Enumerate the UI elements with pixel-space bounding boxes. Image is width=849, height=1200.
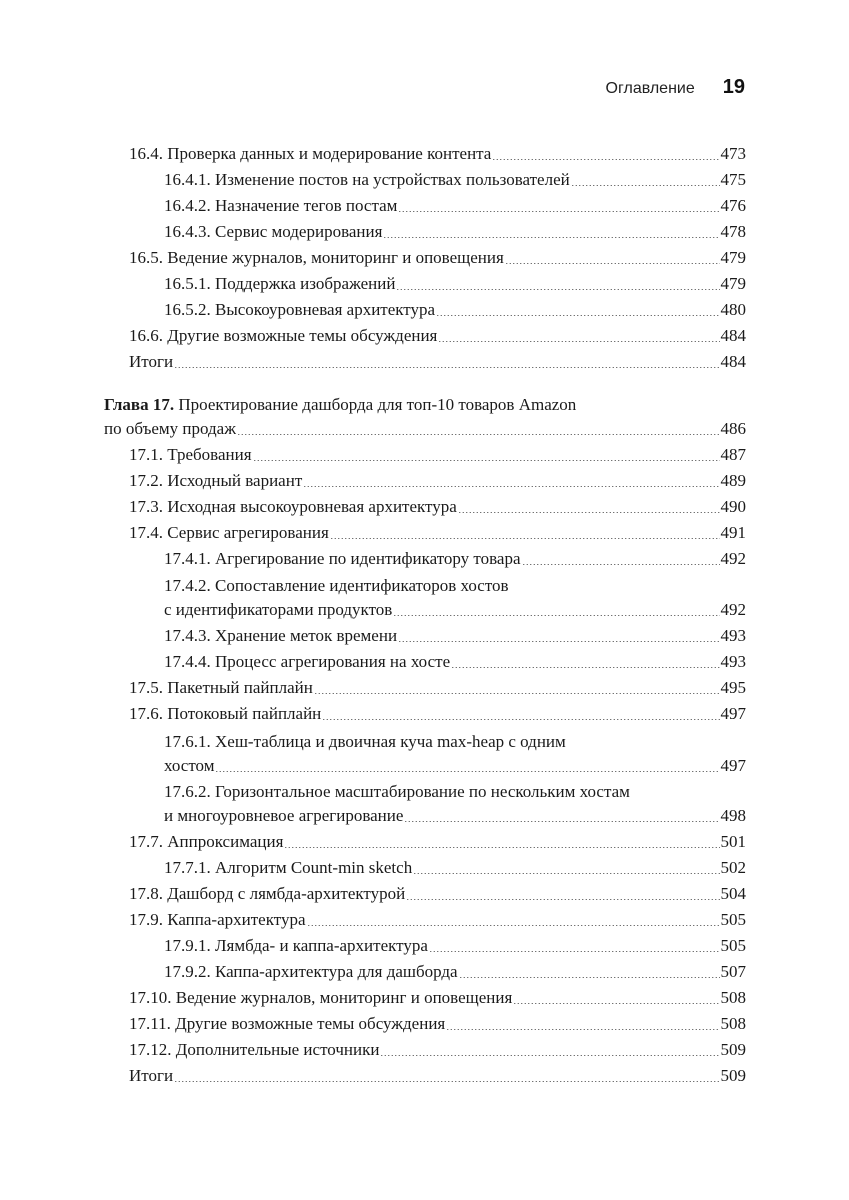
toc-entry[interactable]: 17.10. Ведение журналов, мониторинг и оповещения 508 <box>129 988 746 1007</box>
toc-entry[interactable]: 17.9. Каппа-архитектура 505 <box>129 910 746 929</box>
toc-entry[interactable]: 17.9.1. Лямбда- и каппа-архитектура 505 <box>164 936 746 955</box>
toc-entry[interactable]: 17.5. Пакетный пайплайн 495 <box>129 678 746 697</box>
toc-entry[interactable]: 16.6. Другие возможные темы обсуждения 484 <box>129 326 746 345</box>
toc-entry[interactable]: Итоги 509 <box>129 1066 746 1085</box>
toc-entry[interactable]: 17.1. Требования 487 <box>129 445 746 464</box>
toc-entry[interactable]: 17.6. Потоковый пайплайн 497 <box>129 704 746 723</box>
toc-entry[interactable]: 17.8. Дашборд с лямбда-архитектурой 504 <box>129 884 746 903</box>
toc-entry[interactable]: 17.7. Аппроксимация 501 <box>129 832 746 851</box>
toc-entry[interactable]: 17.2. Исходный вариант 489 <box>129 471 746 490</box>
toc-entry[interactable]: 17.4. Сервис агрегирования 491 <box>129 523 746 542</box>
toc-entry[interactable]: 17.11. Другие возможные темы обсуждения 508 <box>129 1014 746 1033</box>
toc-entry[interactable]: 17.6.2. Горизонтальное масштабирование по нескольким хостам и многоуровневое агрегирование 498 <box>164 782 746 825</box>
toc-entry[interactable]: 16.4.3. Сервис модерирования 478 <box>164 222 746 241</box>
toc-entry[interactable]: 16.5.2. Высокоуровневая архитектура 480 <box>164 300 746 319</box>
toc-entry[interactable]: 17.3. Исходная высокоуровневая архитектура 490 <box>129 497 746 516</box>
toc-entry[interactable]: 17.6.1. Хеш-таблица и двоичная куча max-heap с одним хостом 497 <box>164 732 746 775</box>
toc-entry[interactable]: 17.4.3. Хранение меток времени 493 <box>164 626 746 645</box>
toc-entry[interactable]: 17.4.2. Сопоставление идентификаторов хостов с идентификаторами продуктов 492 <box>164 576 746 619</box>
toc-entry[interactable]: Итоги 484 <box>129 352 746 371</box>
chapter-label: Глава 17. <box>104 395 175 414</box>
running-header <box>606 76 745 99</box>
toc-entry[interactable]: 16.5.1. Поддержка изображений 479 <box>164 274 746 293</box>
toc-entry[interactable]: 16.4.2. Назначение тегов постам 476 <box>164 196 746 215</box>
toc-entry[interactable]: 17.4.1. Агрегирование по идентификатору товара 492 <box>164 549 746 568</box>
toc-entry[interactable]: 17.9.2. Каппа-архитектура для дашборда 507 <box>164 962 746 981</box>
toc-entry[interactable]: 17.7.1. Алгоритм Count-min sketch 502 <box>164 858 746 877</box>
toc-entry[interactable]: 16.4.1. Изменение постов на устройствах пользователей 475 <box>164 170 746 189</box>
toc-entry[interactable]: 17.4.4. Процесс агрегирования на хосте 493 <box>164 652 746 671</box>
toc-chapter-entry[interactable]: Глава 17. Проектирование дашборда для топ-10 товаров Amazon по объему продаж 486 <box>104 395 746 438</box>
toc-entry[interactable]: 16.4. Проверка данных и модерирование контента 473 <box>129 144 746 163</box>
toc-entry[interactable]: 17.12. Дополнительные источники 509 <box>129 1040 746 1059</box>
toc-entry[interactable]: 16.5. Ведение журналов, мониторинг и оповещения 479 <box>129 248 746 267</box>
header-page-number: 19 <box>722 76 745 98</box>
header-title: Оглавление <box>605 80 695 97</box>
